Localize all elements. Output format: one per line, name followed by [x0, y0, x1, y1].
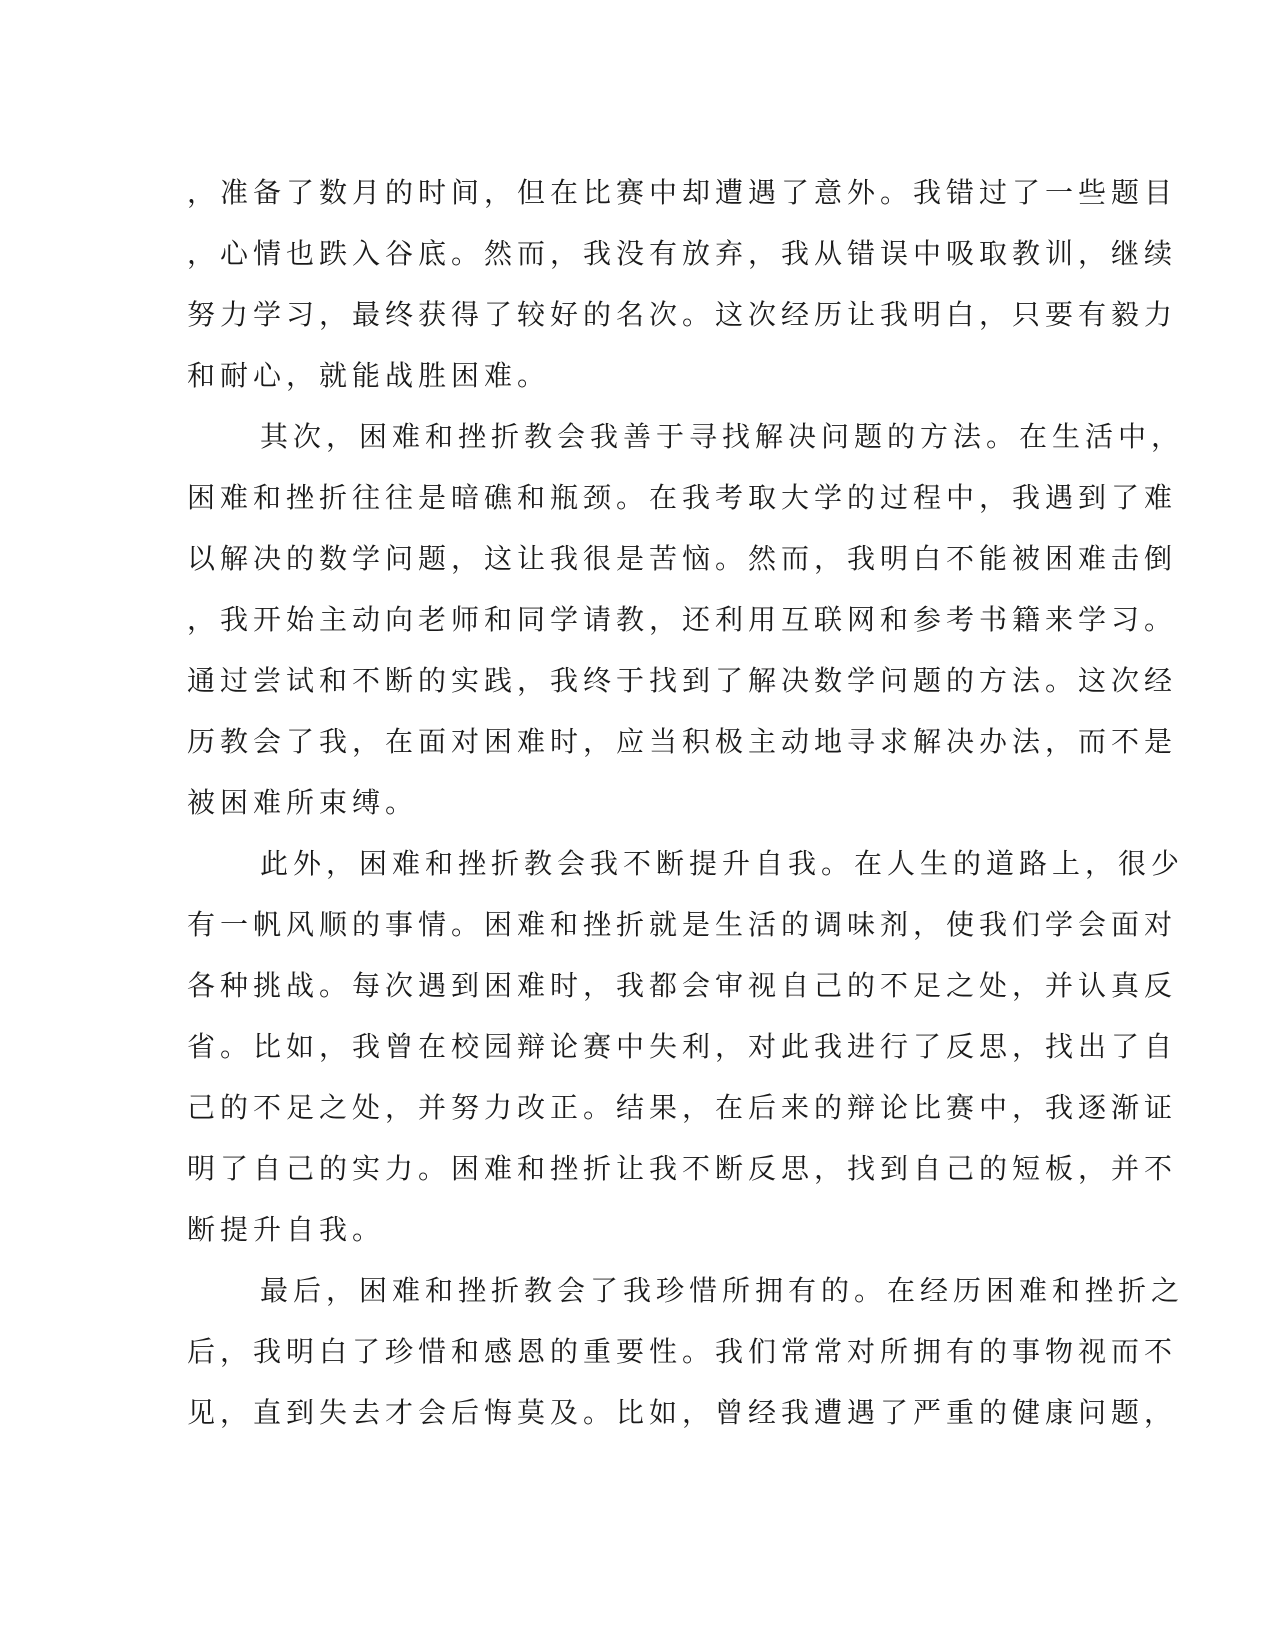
text-line: 省。比如，我曾在校园辩论赛中失利，对此我进行了反思，找出了自: [187, 1030, 1178, 1063]
paragraph-first-line: 其次，困难和挫折教会我善于寻找解决问题的方法。在生活中，: [260, 420, 1185, 453]
text-line: 历教会了我，在面对困难时，应当积极主动地寻求解决办法，而不是: [187, 725, 1178, 758]
text-line: 通过尝试和不断的实践，我终于找到了解决数学问题的方法。这次经: [187, 664, 1178, 697]
text-line: 各种挑战。每次遇到困难时，我都会审视自己的不足之处，并认真反: [187, 969, 1178, 1002]
paragraph-first-line: 此外，困难和挫折教会我不断提升自我。在人生的道路上，很少: [260, 847, 1185, 880]
text-line: ，准备了数月的时间，但在比赛中却遭遇了意外。我错过了一些题目: [187, 176, 1178, 209]
body-text: [187, 162, 1185, 1443]
paragraph-first-line: 最后，困难和挫折教会了我珍惜所拥有的。在经历困难和挫折之: [260, 1274, 1185, 1307]
text-line: 有一帆风顺的事情。困难和挫折就是生活的调味剂，使我们学会面对: [187, 908, 1178, 941]
text-line: 己的不足之处，并努力改正。结果，在后来的辩论比赛中，我逐渐证: [187, 1091, 1178, 1124]
text-line: 以解决的数学问题，这让我很是苦恼。然而，我明白不能被困难击倒: [187, 542, 1178, 575]
text-line: 被困难所束缚。: [187, 786, 419, 819]
text-line: ，心情也跌入谷底。然而，我没有放弃，我从错误中吸取教训，继续: [187, 237, 1178, 270]
text-line: 明了自己的实力。困难和挫折让我不断反思，找到自己的短板，并不: [187, 1152, 1178, 1185]
text-line: 困难和挫折往往是暗礁和瓶颈。在我考取大学的过程中，我遇到了难: [187, 481, 1178, 514]
text-line: 和耐心，就能战胜困难。: [187, 359, 551, 392]
text-line: 后，我明白了珍惜和感恩的重要性。我们常常对所拥有的事物视而不: [187, 1335, 1178, 1368]
text-line: 见，直到失去才会后悔莫及。比如，曾经我遭遇了严重的健康问题，: [187, 1396, 1178, 1429]
text-line: 断提升自我。: [187, 1213, 386, 1246]
text-line: 努力学习，最终获得了较好的名次。这次经历让我明白，只要有毅力: [187, 298, 1178, 331]
text-line: ，我开始主动向老师和同学请教，还利用互联网和参考书籍来学习。: [187, 603, 1178, 636]
